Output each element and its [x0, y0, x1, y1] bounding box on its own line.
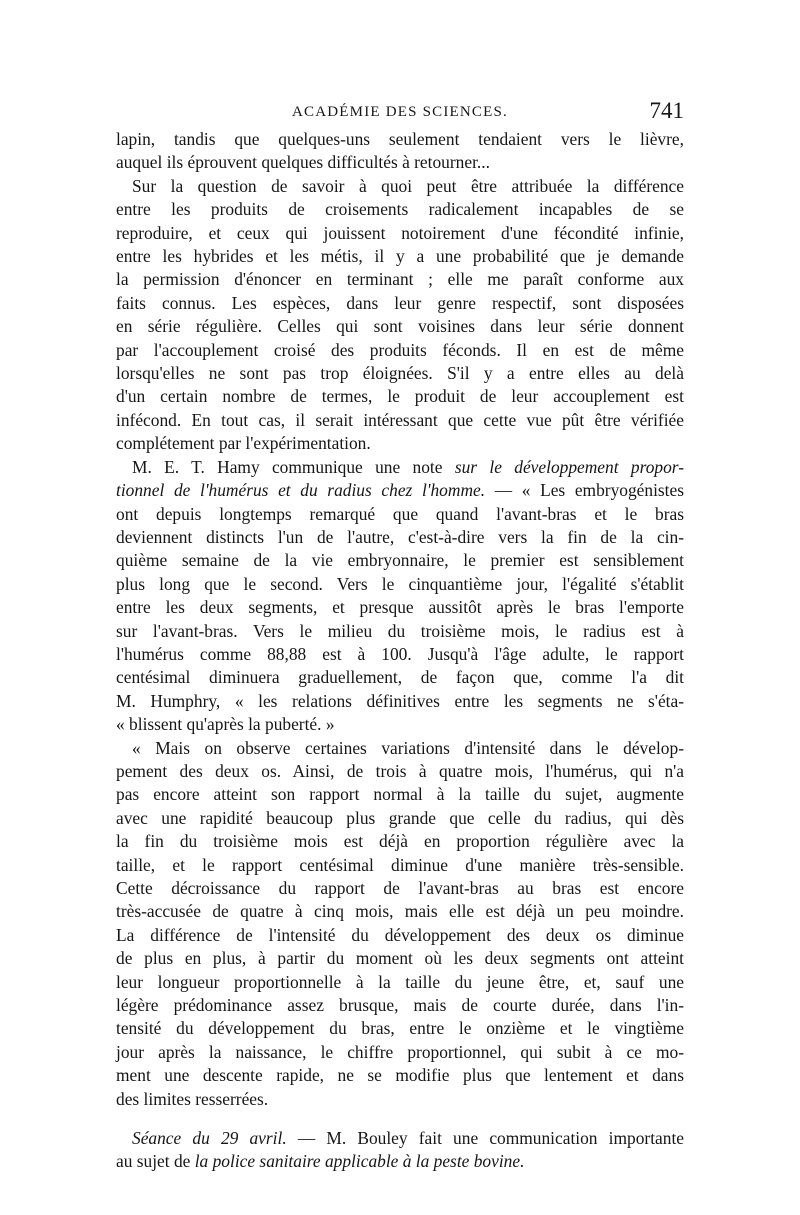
text-line: très-accusée de quatre à cinq mois, mais elle est déjà un peu moindre.: [116, 901, 684, 922]
text-line: taille, et le rapport centésimal diminue d'une manière très-sensible.: [116, 854, 684, 875]
text-line: entre les hybrides et les métis, il y a une probabilité que je demande: [116, 246, 684, 267]
text-line: Cette décroissance du rapport de l'avant-bras au bras est encore: [116, 878, 684, 898]
text-line: M. Humphry, « les relations définitives entre les segments ne s'éta-: [116, 690, 684, 711]
text-line: reproduire, et ceux qui jouissent notoirement d'une fécondité infinie,: [116, 222, 684, 243]
text-line: entre les deux segments, et presque aussitôt après le bras l'emporte: [116, 597, 684, 618]
text-line: jour après la naissance, le chiffre proportionnel, qui subit à ce mo-: [116, 1041, 684, 1062]
paragraph-1: [116, 128, 684, 175]
paragraph-4: [116, 737, 684, 1112]
note-title-italic: tionnel de l'humérus et du radius chez l'homme.: [116, 480, 486, 501]
text-line: sur l'avant-bras. Vers le milieu du troisième mois, le radius est à: [116, 620, 684, 641]
running-header: [116, 98, 684, 126]
text-line: pement des deux os. Ainsi, de trois à quatre mois, l'humérus, qui n'a: [116, 760, 684, 781]
text-line: tensité du développement du bras, entre le onzième et le vingtième: [116, 1018, 684, 1039]
text-line: infécond. En tout cas, il serait intéressant que cette vue pût être vérifiée: [116, 409, 684, 430]
text-line: des limites resserrées.: [116, 1088, 269, 1109]
text-line: légère prédominance assez brusque, mais de courte durée, dans l'in-: [116, 995, 684, 1016]
text-line: ment une descente rapide, ne se modifie plus que lentement et dans: [116, 1065, 684, 1086]
communication-title-italic: la police sanitaire applicable à la peste bovine.: [194, 1151, 525, 1172]
text-line: l'humérus comme 88,88 est à 100. Jusqu'à l'âge adulte, le rapport: [116, 643, 684, 664]
text-line: la fin du troisième mois est déjà en proportion régulière avec la: [116, 831, 684, 852]
text-line: « Mais on observe certaines variations d'intensité dans le dévelop-: [132, 737, 684, 758]
text-line: deviennent distincts l'un de l'autre, c'est-à-dire vers la fin de la cin-: [116, 526, 684, 547]
session-text: au sujet de: [116, 1151, 195, 1172]
text-line: avec une rapidité beaucoup plus grande que celle du radius, qui dès: [116, 807, 684, 828]
session-text: — M. Bouley fait une communication importante: [286, 1128, 684, 1149]
text-line: d'un certain nombre de termes, le produit de leur accouplement est: [116, 386, 684, 407]
body-text: [116, 128, 684, 1174]
text-line: par l'accouplement croisé des produits féconds. Il en est de même: [116, 339, 684, 360]
paragraph-2: [116, 175, 684, 456]
running-title: ACADÉMIE DES SCIENCES.: [292, 104, 508, 120]
text-line: auquel ils éprouvent quelques difficultés à retourner...: [116, 152, 490, 173]
text-line: de plus en plus, à partir du moment où les deux segments ont atteint: [116, 948, 684, 969]
text-line: la permission d'énoncer en terminant ; elle me paraît conforme aux: [116, 269, 684, 290]
text-line: plus long que le second. Vers le cinquantième jour, l'égalité s'établit: [116, 573, 684, 594]
text-line: [116, 456, 684, 479]
text-line: La différence de l'intensité du développement des deux os diminue: [116, 924, 684, 945]
text-line: entre les produits de croisements radicalement incapables de se: [116, 199, 684, 220]
text-line: [116, 1127, 684, 1150]
paragraph-5: [116, 1127, 684, 1174]
text-line: « blissent qu'après la puberté. »: [116, 714, 335, 735]
text-line: lapin, tandis que quelques-uns seulement tendaient vers le lièvre,: [116, 129, 684, 149]
text-line: en série régulière. Celles qui sont voisines dans leur série donnent: [116, 316, 684, 337]
note-title-italic: sur le développement propor-: [454, 456, 684, 477]
text-line: quième semaine de la vie embryonnaire, le premier est sensiblement: [116, 550, 684, 571]
author-note-lead: M. E. T. Hamy communique une note: [132, 456, 455, 477]
section-gap: [116, 1111, 684, 1127]
text-line: pas encore atteint son rapport normal à la taille du sujet, augmente: [116, 784, 684, 805]
session-date-italic: Séance du 29 avril.: [132, 1128, 287, 1149]
paragraph-3: [116, 456, 684, 737]
text-line: complétement par l'expérimentation.: [116, 433, 371, 454]
text-line: centésimal diminuera graduellement, de façon que, comme l'a dit: [116, 667, 684, 688]
page-number: 741: [649, 98, 684, 123]
text-line: lorsqu'elles ne sont pas trop éloignées. S'il y a entre elles au delà: [116, 363, 684, 384]
text-line: Sur la question de savoir à quoi peut être attribuée la différence: [132, 175, 684, 196]
text-line: faits connus. Les espèces, dans leur genre respectif, sont disposées: [116, 292, 684, 313]
text-line: leur longueur proportionnelle à la taille du jeune être, et, sauf une: [116, 971, 684, 992]
quote-start: — « Les embryogénistes: [485, 480, 684, 501]
text-line: [116, 1150, 684, 1173]
text-line: ont depuis longtemps remarqué que quand l'avant-bras et le bras: [116, 503, 684, 524]
text-line: [116, 479, 684, 502]
